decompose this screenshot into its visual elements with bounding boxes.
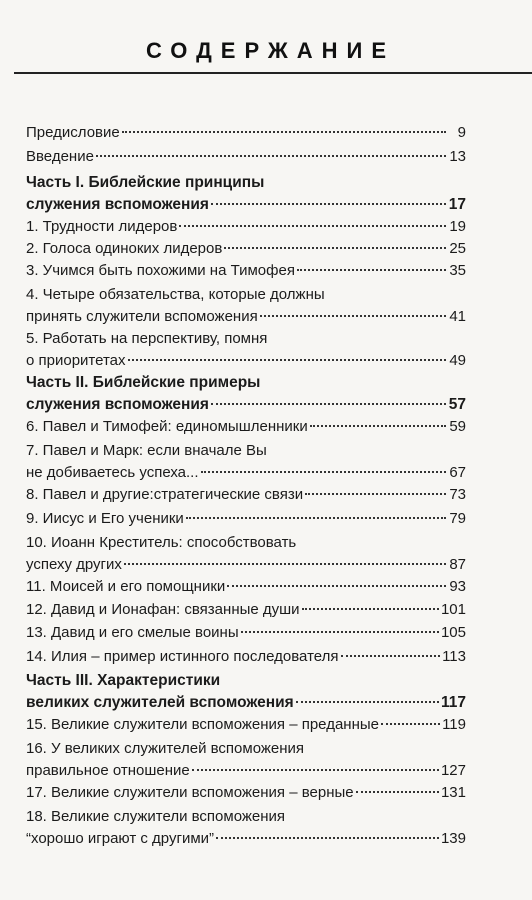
toc-entry-line	[26, 554, 466, 576]
toc-entry-title: Предисловие	[26, 124, 120, 141]
toc-entry-line	[26, 306, 466, 328]
dot-leader	[179, 224, 446, 227]
toc-entry-title: не добиваетесь успеха...	[26, 464, 199, 481]
toc-page-number: 17	[448, 196, 466, 213]
toc-entry-title: 9. Иисус и Его ученики	[26, 510, 184, 527]
dot-leader	[297, 268, 446, 271]
toc-entry-line	[26, 194, 466, 216]
toc-entry	[26, 576, 466, 598]
dot-leader	[122, 130, 446, 133]
toc-entry-title: Часть II. Библейские примеры	[26, 374, 261, 391]
toc-page-number: 119	[442, 716, 466, 733]
dot-leader	[201, 470, 446, 473]
toc-entry-line	[26, 599, 466, 621]
toc-entry-line	[26, 782, 466, 804]
toc-entry-title: 8. Павел и другие:стратегические связи	[26, 486, 304, 503]
toc-entry-title: принять служители вспоможения	[26, 308, 258, 325]
toc-entry-title: успеху других	[26, 556, 122, 573]
toc-entry-line	[26, 714, 466, 736]
toc-entry-title: 14. Илия – пример истинного последователя	[26, 648, 339, 665]
toc-entry-title: правильное отношение	[26, 762, 190, 779]
toc-entry	[26, 714, 466, 736]
toc-page-number: 67	[449, 464, 466, 481]
toc-entry-line	[26, 576, 466, 598]
toc-entry	[26, 508, 466, 530]
toc-entry-title: 3. Учимся быть похожими на Тимофея	[26, 262, 295, 279]
toc-page-number: 139	[440, 830, 466, 847]
dot-leader	[305, 492, 446, 495]
toc-entry	[26, 328, 466, 372]
toc-page-number: 87	[449, 556, 466, 573]
toc-entry-title: 11. Моисей и его помощники	[26, 578, 226, 595]
dot-leader	[96, 154, 446, 157]
toc-entry-line	[26, 508, 466, 530]
toc-entry-title: Часть III. Характеристики	[26, 672, 221, 689]
toc-entry-title: 1. Трудности лидеров	[26, 218, 178, 235]
toc-entry-line	[26, 284, 466, 306]
toc-entry	[26, 646, 466, 668]
dot-leader	[124, 562, 446, 565]
dot-leader	[241, 630, 439, 633]
toc-page-number: 9	[457, 124, 466, 141]
toc-page-number: 59	[449, 418, 466, 435]
toc-page-number: 13	[449, 148, 466, 165]
toc-entry	[26, 146, 466, 168]
toc-entry-title: великих служителей вспоможения	[26, 694, 294, 711]
toc-entry-line	[26, 260, 466, 282]
toc-entry-title: 4. Четыре обязательства, которые должны	[26, 286, 325, 303]
dot-leader	[260, 314, 446, 317]
toc-entry-title: Введение	[26, 148, 94, 165]
toc-page-number: 41	[449, 308, 466, 325]
toc-entry-title: служения вспоможения	[26, 396, 209, 413]
toc-page-number: 117	[440, 694, 466, 711]
toc-entry-line	[26, 670, 466, 692]
toc-entry	[26, 122, 466, 144]
title-rule	[14, 72, 532, 74]
toc-entry-title: 15. Великие служители вспоможения – преданные	[26, 716, 379, 733]
dot-leader	[211, 402, 446, 405]
toc-entry	[26, 440, 466, 484]
toc-entry-line	[26, 738, 466, 760]
toc-entry-title: 7. Павел и Марк: если вначале Вы	[26, 442, 267, 459]
toc-entry-line	[26, 394, 466, 416]
toc-entry-title: служения вспоможения	[26, 196, 209, 213]
toc-page-number: 113	[442, 648, 466, 665]
toc-page-number: 73	[449, 486, 466, 503]
toc-page-number: 131	[440, 784, 466, 801]
toc-entry-line	[26, 828, 466, 850]
toc-entry-line	[26, 622, 466, 644]
dot-leader	[381, 722, 440, 725]
toc-entry-line	[26, 172, 466, 194]
toc-entry	[26, 532, 466, 576]
toc-entry-title: “хорошо играют с другими”	[26, 830, 215, 847]
toc-entry-line	[26, 462, 466, 484]
toc-entry-line	[26, 760, 466, 782]
toc-entry-line	[26, 216, 466, 238]
toc-entry-line	[26, 350, 466, 372]
toc-part-heading	[26, 372, 466, 416]
toc-entry	[26, 238, 466, 260]
dot-leader	[186, 516, 446, 519]
dot-leader	[310, 424, 446, 427]
toc-page-number: 93	[449, 578, 466, 595]
toc-page-number: 35	[449, 262, 466, 279]
dot-leader	[216, 836, 439, 839]
toc-entry-line	[26, 806, 466, 828]
toc-entry-title: 10. Иоанн Креститель: способствовать	[26, 534, 297, 551]
toc-page-number: 57	[448, 396, 466, 413]
toc-entry-line	[26, 416, 466, 438]
dot-leader	[192, 768, 439, 771]
toc-entry-line	[26, 238, 466, 260]
toc-page-number: 105	[440, 624, 466, 641]
toc-entry-title: 18. Великие служители вспоможения	[26, 808, 286, 825]
toc-entry	[26, 806, 466, 850]
toc-entry	[26, 284, 466, 328]
toc-entry-title: 6. Павел и Тимофей: единомышленники	[26, 418, 308, 435]
toc-entry-line	[26, 328, 466, 350]
toc-page-number: 79	[449, 510, 466, 527]
dot-leader	[224, 246, 446, 249]
toc-entry	[26, 260, 466, 282]
toc-entry-title: о приоритетах	[26, 352, 126, 369]
toc-entry-line	[26, 440, 466, 462]
toc-entry-title: Часть I. Библейские принципы	[26, 174, 265, 191]
toc-part-heading	[26, 670, 466, 714]
toc-page-number: 127	[440, 762, 466, 779]
toc-entry-line	[26, 372, 466, 394]
dot-leader	[128, 358, 446, 361]
toc-entry-line	[26, 646, 466, 668]
toc-page-number: 49	[449, 352, 466, 369]
dot-leader	[296, 700, 439, 703]
toc-entry-title: 2. Голоса одиноких лидеров	[26, 240, 223, 257]
toc-entry	[26, 782, 466, 804]
toc-page-number: 25	[449, 240, 466, 257]
dot-leader	[302, 607, 439, 610]
toc-entry	[26, 622, 466, 644]
toc-page-number: 19	[449, 218, 466, 235]
toc-entry	[26, 416, 466, 438]
dot-leader	[211, 202, 446, 205]
dot-leader	[356, 790, 439, 793]
toc-part-heading	[26, 172, 466, 216]
toc-entry-line	[26, 122, 466, 144]
toc-entry-line	[26, 146, 466, 168]
toc-entry-line	[26, 692, 466, 714]
page-title: СОДЕРЖАНИЕ	[145, 38, 396, 63]
toc-entry-line	[26, 532, 466, 554]
toc-entry-title: 5. Работать на перспективу, помня	[26, 330, 268, 347]
toc-entry-line	[26, 484, 466, 506]
toc-entry	[26, 216, 466, 238]
toc-entry	[26, 484, 466, 506]
toc-entry-title: 13. Давид и его смелые воины	[26, 624, 239, 641]
toc-entry-title: 12. Давид и Ионафан: связанные души	[26, 601, 300, 618]
toc-entry	[26, 599, 466, 621]
dot-leader	[227, 584, 446, 587]
dot-leader	[341, 654, 441, 657]
toc-page-number: 101	[440, 601, 466, 618]
toc-entry-title: 16. У великих служителей вспоможения	[26, 740, 305, 757]
toc-entry	[26, 738, 466, 782]
toc-entry-title: 17. Великие служители вспоможения – верные	[26, 784, 354, 801]
